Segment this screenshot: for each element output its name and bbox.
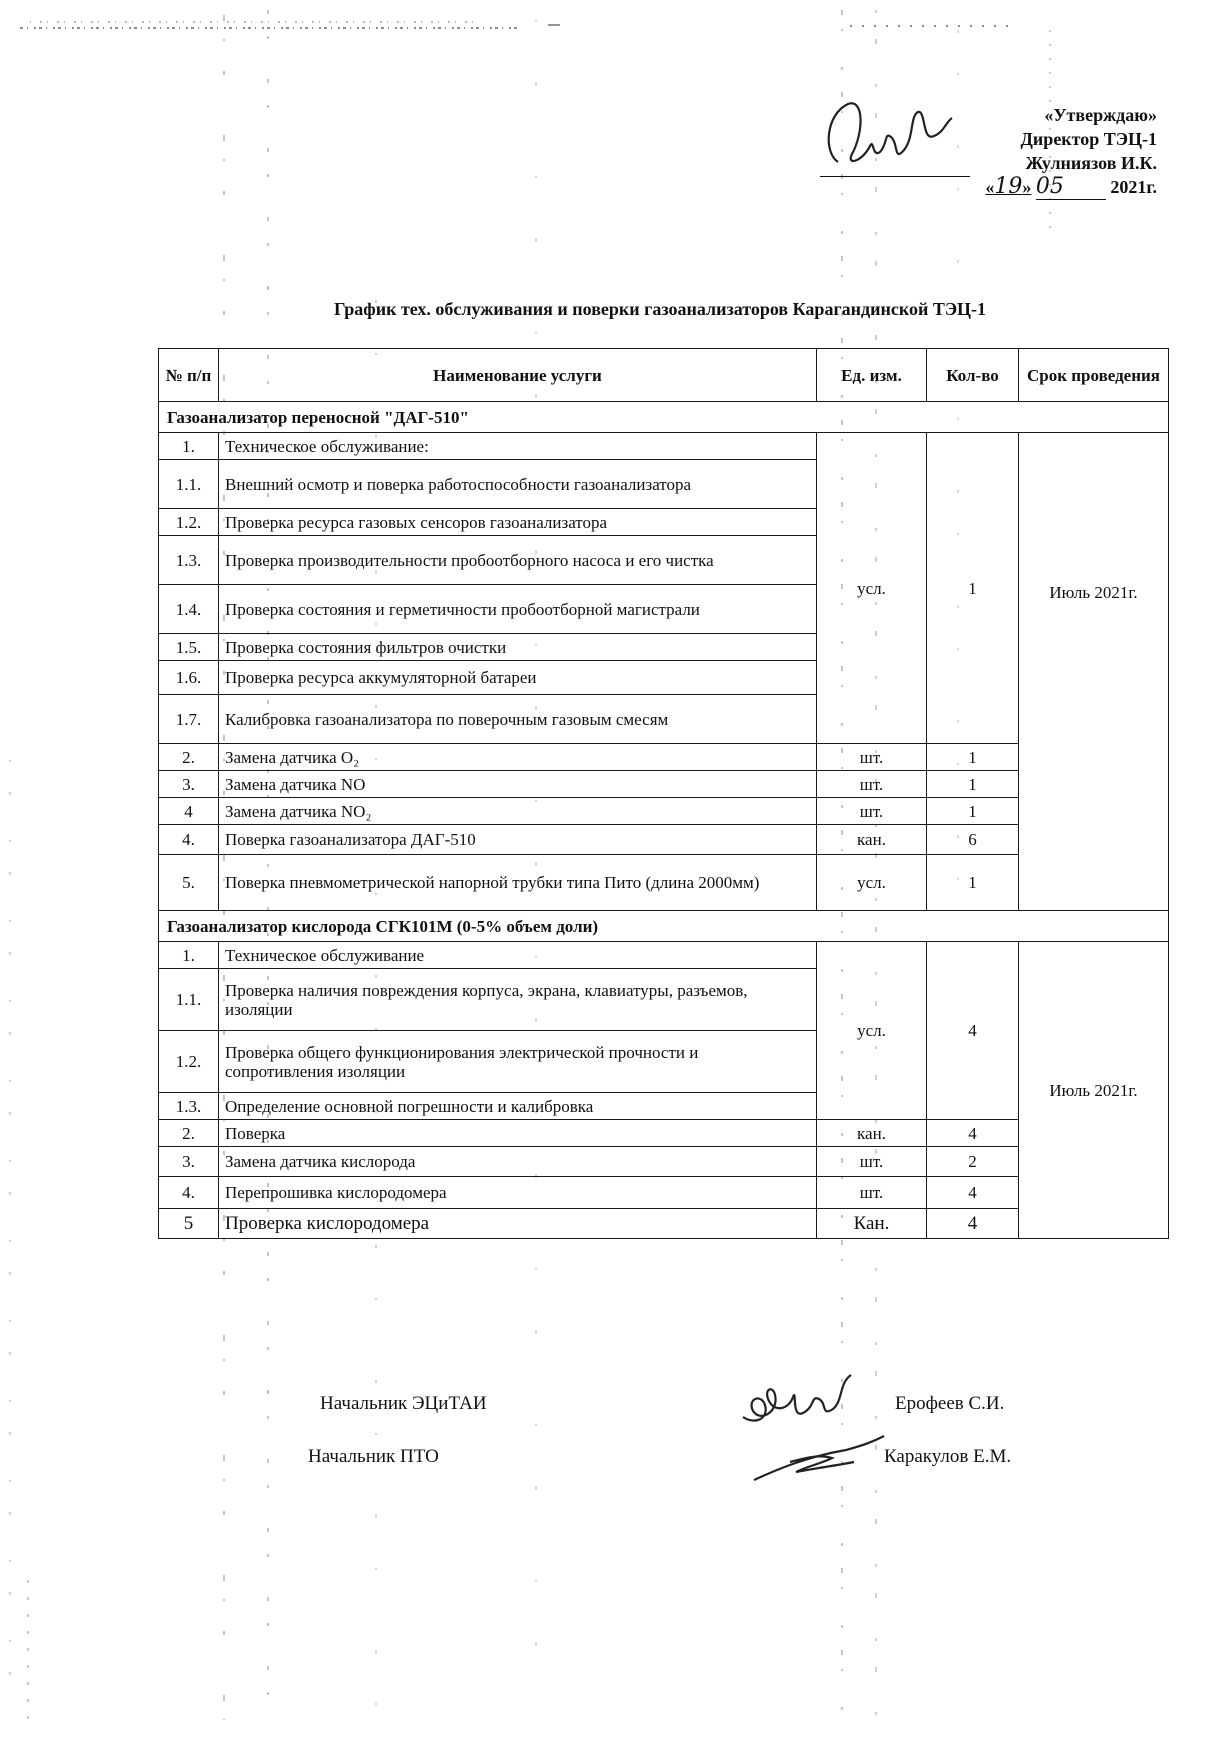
row-name: Проверка ресурса аккумуляторной батареи — [219, 661, 817, 695]
row-name: Поверка пневмометрической напорной трубки типа Пито (длина 2000мм) — [219, 855, 817, 911]
row-num: 1.3. — [159, 536, 219, 585]
table-row — [159, 1209, 1169, 1239]
row-qty: 4 — [927, 1120, 1019, 1147]
row-qty: 1 — [927, 798, 1019, 825]
row-term: Июль 2021г. — [1019, 942, 1169, 1239]
row-qty: 1 — [927, 855, 1019, 911]
row-num: 1.3. — [159, 1093, 219, 1120]
row-name: Проверка производительности пробоотборного насоса и его чистка — [219, 536, 817, 585]
row-name: Проверка наличия повреждения корпуса, экрана, клавиатуры, разъемов, изоляции — [219, 969, 817, 1031]
row-num: 1.1. — [159, 969, 219, 1031]
row-qty: 1 — [927, 744, 1019, 771]
row-qty: 1 — [927, 433, 1019, 744]
row-name: Проверка кислородомера — [219, 1209, 817, 1239]
row-num: 1.5. — [159, 634, 219, 661]
header-qty: Кол-во — [927, 349, 1019, 402]
row-qty: 4 — [927, 1209, 1019, 1239]
row-unit: шт. — [817, 1147, 927, 1177]
signer1-title: Начальник ЭЦиТАИ — [320, 1393, 487, 1414]
table-header-row — [159, 349, 1169, 402]
row-name: Проверка ресурса газовых сенсоров газоанализатора — [219, 509, 817, 536]
signer1-name: Ерофеев С.И. — [895, 1393, 1005, 1414]
table-row — [159, 855, 1169, 911]
row-num: 1.2. — [159, 509, 219, 536]
row-term: Июль 2021г. — [1019, 433, 1169, 911]
row-name: Проверка состояния фильтров очистки — [219, 634, 817, 661]
row-name: Техническое обслуживание — [219, 942, 817, 969]
row-name: Техническое обслуживание: — [219, 433, 817, 460]
table-row — [159, 825, 1169, 855]
row-num: 4. — [159, 1177, 219, 1209]
signature-underline — [820, 176, 970, 177]
row-name: Проверка общего функционирования электрической прочности и сопротивления изоляции — [219, 1031, 817, 1093]
row-num: 5 — [159, 1209, 219, 1239]
approval-position: Директор ТЭЦ-1 — [1020, 129, 1157, 149]
section-title-dag510: Газоанализатор переносной "ДАГ-510" — [159, 402, 1169, 433]
row-qty: 1 — [927, 771, 1019, 798]
approval-date: «19» 05 2021г. — [985, 174, 1157, 199]
row-name: Проверка состояния и герметичности пробоотборной магистрали — [219, 585, 817, 634]
row-num: 5. — [159, 855, 219, 911]
approval-date-month: 05 — [1035, 174, 1064, 199]
row-name: Замена датчика NO₂ — [219, 798, 817, 825]
table-row — [159, 771, 1169, 798]
row-unit: шт. — [817, 771, 927, 798]
row-name: Замена датчика O₂ — [219, 744, 817, 771]
row-name: Поверка — [219, 1120, 817, 1147]
row-name: Внешний осмотр и поверка работоспособности газоанализатора — [219, 460, 817, 509]
row-unit: усл. — [817, 855, 927, 911]
signer1-signature — [735, 1365, 855, 1435]
approval-block — [985, 103, 1157, 200]
row-num: 3. — [159, 771, 219, 798]
row-unit: шт. — [817, 744, 927, 771]
header-name: Наименование услуги — [219, 349, 817, 402]
section-row — [159, 911, 1169, 942]
approval-stamp-text: «Утверждаю» — [1044, 105, 1157, 125]
row-num: 1.1. — [159, 460, 219, 509]
service-schedule-table — [158, 348, 1169, 1239]
row-qty: 4 — [927, 942, 1019, 1120]
row-name: Перепрошивка кислородомера — [219, 1177, 817, 1209]
row-num: 1.4. — [159, 585, 219, 634]
approval-date-day: 19 — [994, 174, 1023, 199]
header-unit: Ед. изм. — [817, 349, 927, 402]
signer2-signature — [750, 1428, 890, 1488]
row-name: Замена датчика кислорода — [219, 1147, 817, 1177]
row-num: 1.6. — [159, 661, 219, 695]
row-num: 4. — [159, 825, 219, 855]
row-name: Определение основной погрешности и калибровка — [219, 1093, 817, 1120]
document-title: График тех. обслуживания и поверки газоанализаторов Карагандинской ТЭЦ-1 — [333, 299, 987, 319]
row-unit: кан. — [817, 825, 927, 855]
row-unit: кан. — [817, 1120, 927, 1147]
row-name: Замена датчика NO — [219, 771, 817, 798]
table-row — [159, 1120, 1169, 1147]
row-name: Калибровка газоанализатора по поверочным газовым смесям — [219, 695, 817, 744]
row-unit: усл. — [817, 942, 927, 1120]
header-num: № п/п — [159, 349, 219, 402]
table-row — [159, 744, 1169, 771]
row-unit: шт. — [817, 798, 927, 825]
signer2-name: Каракулов Е.М. — [884, 1446, 1012, 1467]
table-row — [159, 1177, 1169, 1209]
row-unit: шт. — [817, 1177, 927, 1209]
approval-date-year: 2021г. — [1110, 177, 1157, 197]
signer2-title: Начальник ПТО — [308, 1446, 439, 1467]
table-row — [159, 798, 1169, 825]
row-num: 2. — [159, 1120, 219, 1147]
table-row — [159, 942, 1169, 969]
header-term: Срок проведения — [1019, 349, 1169, 402]
row-num: 1.7. — [159, 695, 219, 744]
table-row — [159, 433, 1169, 460]
director-signature — [818, 92, 958, 187]
approval-person: Жулниязов И.К. — [1025, 153, 1157, 173]
row-num: 3. — [159, 1147, 219, 1177]
row-name: Поверка газоанализатора ДАГ-510 — [219, 825, 817, 855]
row-num: 1. — [159, 942, 219, 969]
section-row — [159, 402, 1169, 433]
row-unit: усл. — [817, 433, 927, 744]
row-num: 1.2. — [159, 1031, 219, 1093]
table-row — [159, 1147, 1169, 1177]
row-unit: Кан. — [817, 1209, 927, 1239]
row-num: 1. — [159, 433, 219, 460]
row-qty: 6 — [927, 825, 1019, 855]
row-qty: 4 — [927, 1177, 1019, 1209]
row-num: 2. — [159, 744, 219, 771]
row-num: 4 — [159, 798, 219, 825]
section-title-sgk101m: Газоанализатор кислорода СГК101М (0-5% объем доли) — [159, 911, 1169, 942]
row-qty: 2 — [927, 1147, 1019, 1177]
